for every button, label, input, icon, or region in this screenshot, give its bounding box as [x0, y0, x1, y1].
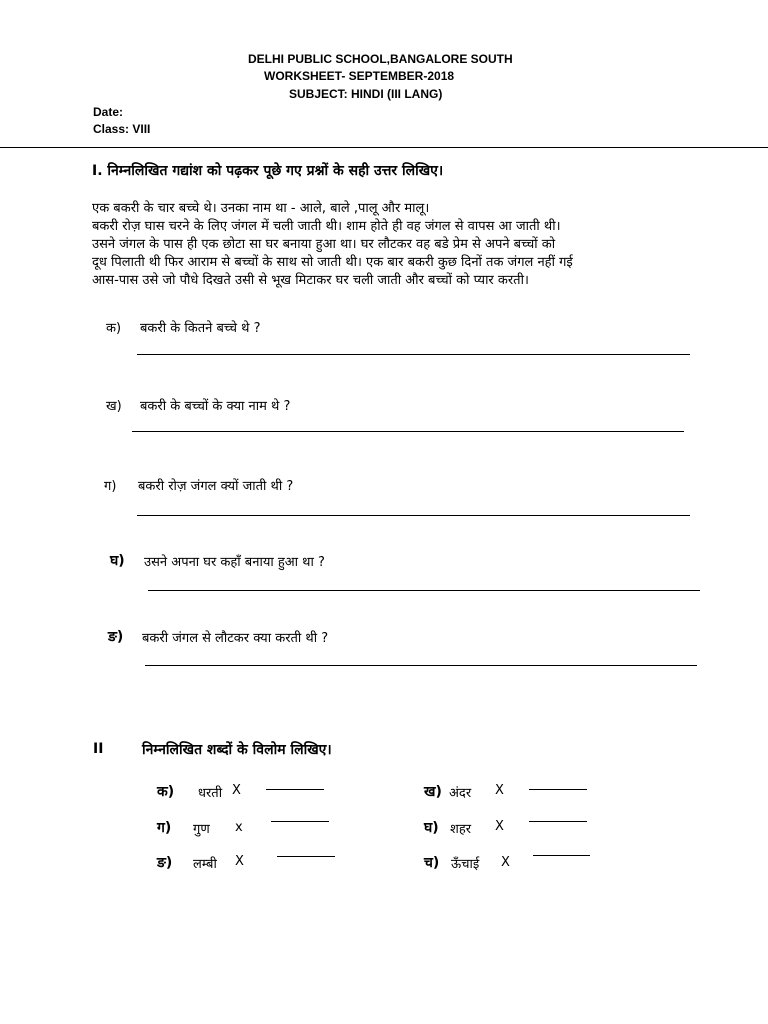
- cross-mark: X: [232, 783, 241, 798]
- cross-mark: x: [235, 820, 243, 835]
- worksheet-title: WORKSHEET- SEPTEMBER-2018: [264, 69, 455, 83]
- antonym-word: गुण: [193, 822, 210, 837]
- question-marker: ख): [106, 399, 122, 414]
- question-text: बकरी जंगल से लौटकर क्या करती थी ?: [142, 631, 329, 646]
- antonym-marker: ग): [157, 820, 172, 836]
- antonym-marker: च): [424, 855, 440, 871]
- antonym-marker: क): [157, 784, 175, 800]
- question-text: बकरी के कितने बच्चे थे ?: [140, 321, 261, 336]
- antonym-answer-line[interactable]: [529, 821, 587, 822]
- passage-line: दूध पिलाती थी फिर आराम से बच्चों के साथ सो जाती थी। एक बार बकरी कुछ दिनों तक जंगल नहीं गई: [92, 255, 573, 270]
- answer-line[interactable]: [137, 515, 690, 516]
- antonym-word: लम्बी: [193, 857, 217, 872]
- antonym-marker: ख): [424, 784, 442, 800]
- answer-line[interactable]: [132, 431, 684, 432]
- question-text: उसने अपना घर कहाँ बनाया हुआ था ?: [144, 555, 325, 570]
- class-label: Class: VIII: [93, 122, 151, 136]
- cross-mark: X: [501, 855, 510, 870]
- antonym-answer-line[interactable]: [271, 821, 329, 822]
- question-marker: क): [106, 321, 122, 336]
- answer-line[interactable]: [137, 354, 690, 355]
- answer-line[interactable]: [148, 590, 700, 591]
- cross-mark: X: [235, 854, 244, 869]
- passage-line: एक बकरी के चार बच्चे थे। उनका नाम था - आले, बाले ,पालू और मालू।: [92, 201, 430, 216]
- antonym-marker: ङ): [157, 855, 173, 871]
- passage-line: आस-पास उसे जो पौधे दिखते उसी से भूख मिटाकर घर चली जाती और बच्चों को प्यार करती।: [92, 273, 529, 288]
- question-text: बकरी के बच्चों के क्या नाम थे ?: [140, 399, 291, 414]
- school-name: DELHI PUBLIC SCHOOL,BANGALORE SOUTH: [248, 52, 513, 66]
- date-label: Date:: [93, 105, 124, 119]
- section2-number: II: [93, 741, 104, 757]
- antonym-answer-line[interactable]: [277, 856, 335, 857]
- question-marker: ङ): [108, 629, 124, 645]
- question-marker: ग): [104, 479, 117, 494]
- cross-mark: X: [495, 819, 504, 834]
- antonym-answer-line[interactable]: [533, 855, 590, 856]
- antonym-answer-line[interactable]: [266, 789, 324, 790]
- section1-title: I. निम्नलिखित गद्यांश को पढ़कर पूछे गए प्रश्नों के सही उत्तर लिखिए।: [92, 163, 444, 179]
- antonym-answer-line[interactable]: [529, 789, 587, 790]
- antonym-word: शहर: [450, 822, 472, 837]
- antonym-word: धरती: [198, 786, 223, 801]
- subject-label: SUBJECT: HINDI (III LANG): [289, 87, 443, 101]
- passage: [92, 200, 712, 290]
- antonym-marker: घ): [424, 820, 439, 836]
- passage-line: बकरी रोज़ घास चरने के लिए जंगल में चली जाती थी। शाम होते ही वह जंगल से वापस आ जाती थी।: [92, 219, 561, 234]
- answer-line[interactable]: [145, 665, 697, 666]
- antonym-word: अंदर: [449, 786, 472, 801]
- question-text: बकरी रोज़ जंगल क्यों जाती थी ?: [138, 479, 294, 494]
- passage-line: उसने जंगल के पास ही एक छोटा सा घर बनाया हुआ था। घर लौटकर वह बडे प्रेम से अपने बच्चों को: [92, 237, 556, 252]
- antonym-word: ऊँचाई: [451, 857, 480, 872]
- question-marker: घ): [110, 553, 125, 569]
- header-divider: [0, 147, 768, 148]
- cross-mark: X: [495, 783, 504, 798]
- section2-title: निम्नलिखित शब्दों के विलोम लिखिए।: [142, 742, 332, 758]
